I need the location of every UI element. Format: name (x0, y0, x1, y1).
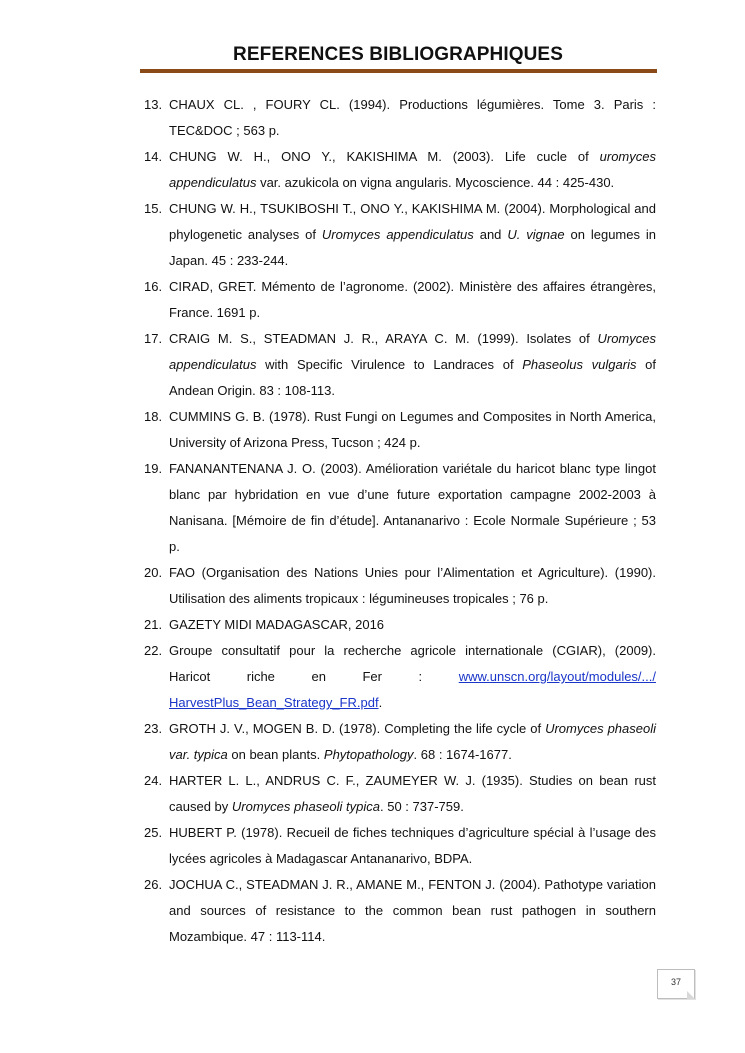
reference-body (169, 825, 656, 866)
reference-link[interactable]: HarvestPlus_Bean_Strategy_FR.pdf (169, 695, 379, 710)
reference-number: 26. (144, 877, 163, 892)
reference-list (140, 92, 656, 950)
reference-text: . 68 : 1674-1677. (413, 747, 512, 762)
reference-text: CUMMINS G. B. (1978). Rust Fungi on Legumes and Composites in North America, University of Arizona Press, Tucson ; 424 p. (169, 409, 656, 450)
reference-body (169, 149, 656, 190)
reference-number: 16. (144, 279, 163, 294)
reference-number: 25. (144, 825, 163, 840)
reference-link[interactable]: www.unscn.org/layout/modules/.../ (458, 669, 656, 684)
reference-number: 15. (144, 201, 163, 216)
reference-body (169, 721, 656, 762)
reference-body (169, 877, 656, 944)
reference-text: CHUNG W. H., TSUKIBOSHI T., ONO Y., KAKISHIMA M. (2004). Morphological and phylogenetic analyses of (169, 201, 656, 242)
reference-text: . (378, 695, 383, 710)
reference-text: on legumes in Japan. 45 : 233-244. (169, 227, 657, 268)
reference-body (169, 279, 656, 320)
reference-item (140, 196, 656, 274)
reference-item (140, 872, 656, 950)
reference-item (140, 612, 656, 638)
reference-body (169, 461, 656, 554)
reference-text: GROTH J. V., MOGEN B. D. (1978). Completing the life cycle of (169, 721, 546, 736)
reference-text: CIRAD, GRET. Mémento de l’agronome. (2002). Ministère des affaires étrangères, France. 1691 p. (169, 279, 656, 320)
page-number: 37 (670, 977, 681, 987)
reference-item (140, 768, 656, 820)
reference-italic-text: Uromyces appendiculatus (321, 227, 474, 242)
reference-item (140, 274, 656, 326)
reference-body (169, 617, 384, 632)
reference-italic-text: Uromyces phaseoli typica (231, 799, 380, 814)
reference-text: var. azukicola on vigna angularis. Mycoscience. 44 : 425-430. (256, 175, 615, 190)
reference-text: HARTER L. L., ANDRUS C. F., ZAUMEYER W. J. (1935). Studies on bean rust caused by (169, 773, 656, 814)
page-corner-fold (687, 991, 695, 999)
reference-body (169, 97, 656, 138)
reference-number: 20. (144, 565, 163, 580)
reference-body (169, 201, 656, 268)
reference-item (140, 326, 656, 404)
reference-number: 22. (144, 643, 163, 658)
header-divider (140, 69, 657, 73)
reference-text: CHAUX CL. , FOURY CL. (1994). Productions légumières. Tome 3. Paris : TEC&DOC ; 563 p. (169, 97, 656, 138)
reference-italic-text: U. vignae (507, 227, 565, 242)
reference-number: 14. (144, 149, 163, 164)
reference-number: 19. (144, 461, 163, 476)
reference-text: CHUNG W. H., ONO Y., KAKISHIMA M. (2003). Life cucle of (169, 149, 600, 164)
reference-number: 17. (144, 331, 163, 346)
reference-italic-text: Phytopathology (323, 747, 414, 762)
reference-text: . 50 : 737-759. (380, 799, 464, 814)
reference-number: 23. (144, 721, 163, 736)
reference-text: FAO (Organisation des Nations Unies pour l’Alimentation et Agriculture). (1990). Utilisation des aliments tropicaux : légumineuses tropicales ; 76 p. (169, 565, 656, 606)
reference-number: 24. (144, 773, 163, 788)
reference-text: of Andean Origin. 83 : 108-113. (169, 357, 656, 398)
reference-number: 21. (144, 617, 163, 632)
reference-text: and (473, 227, 508, 242)
reference-item (140, 716, 656, 768)
reference-item (140, 404, 656, 456)
reference-body (169, 773, 656, 814)
reference-body (169, 565, 656, 606)
reference-italic-text: Phaseolus vulgaris (522, 357, 637, 372)
reference-item (140, 144, 656, 196)
reference-text: HUBERT P. (1978). Recueil de fiches techniques d’agriculture spécial à l’usage des lycées agricoles à Madagascar Antananarivo, BDPA. (169, 825, 656, 866)
reference-item (140, 820, 656, 872)
reference-italic-text: uromyces appendiculatus (169, 149, 656, 190)
reference-italic-text: Uromyces phaseoli var. typica (169, 721, 656, 762)
reference-text: FANANANTENANA J. O. (2003). Amélioration variétale du haricot blanc type lingot blanc par hybridation en vue d’une future exportation campagne 2002-2003 à Nanisana. [Mémoire de fin d’étude]. Antananarivo : Ecole Normale Supérieure ; 53 p. (169, 461, 656, 554)
reference-text: GAZETY MIDI MADAGASCAR, 2016 (169, 617, 385, 632)
reference-text: Groupe consultatif pour la recherche agricole internationale (CGIAR), (2009). Haricot riche en Fer : (169, 643, 656, 684)
reference-text: with Specific Virulence to Landraces of (256, 357, 523, 372)
reference-number: 18. (144, 409, 163, 424)
reference-text: CRAIG M. S., STEADMAN J. R., ARAYA C. M. (1999). Isolates of (169, 331, 598, 346)
reference-body (169, 331, 656, 398)
reference-italic-text: Uromyces appendiculatus (169, 331, 656, 372)
reference-item (140, 456, 656, 560)
reference-item (140, 638, 656, 716)
reference-item (140, 92, 656, 144)
reference-body (169, 643, 656, 684)
reference-number: 13. (144, 97, 163, 112)
reference-body (169, 409, 656, 450)
reference-continuation (169, 690, 656, 716)
reference-item (140, 560, 656, 612)
reference-text: JOCHUA C., STEADMAN J. R., AMANE M., FENTON J. (2004). Pathotype variation and sources of resistance to the common bean rust pathogen in southern Mozambique. 47 : 113-114. (169, 877, 656, 944)
reference-text: on bean plants. (227, 747, 324, 762)
page-title: REFERENCES BIBLIOGRAPHIQUES (233, 44, 563, 65)
page-number-box (657, 969, 695, 999)
